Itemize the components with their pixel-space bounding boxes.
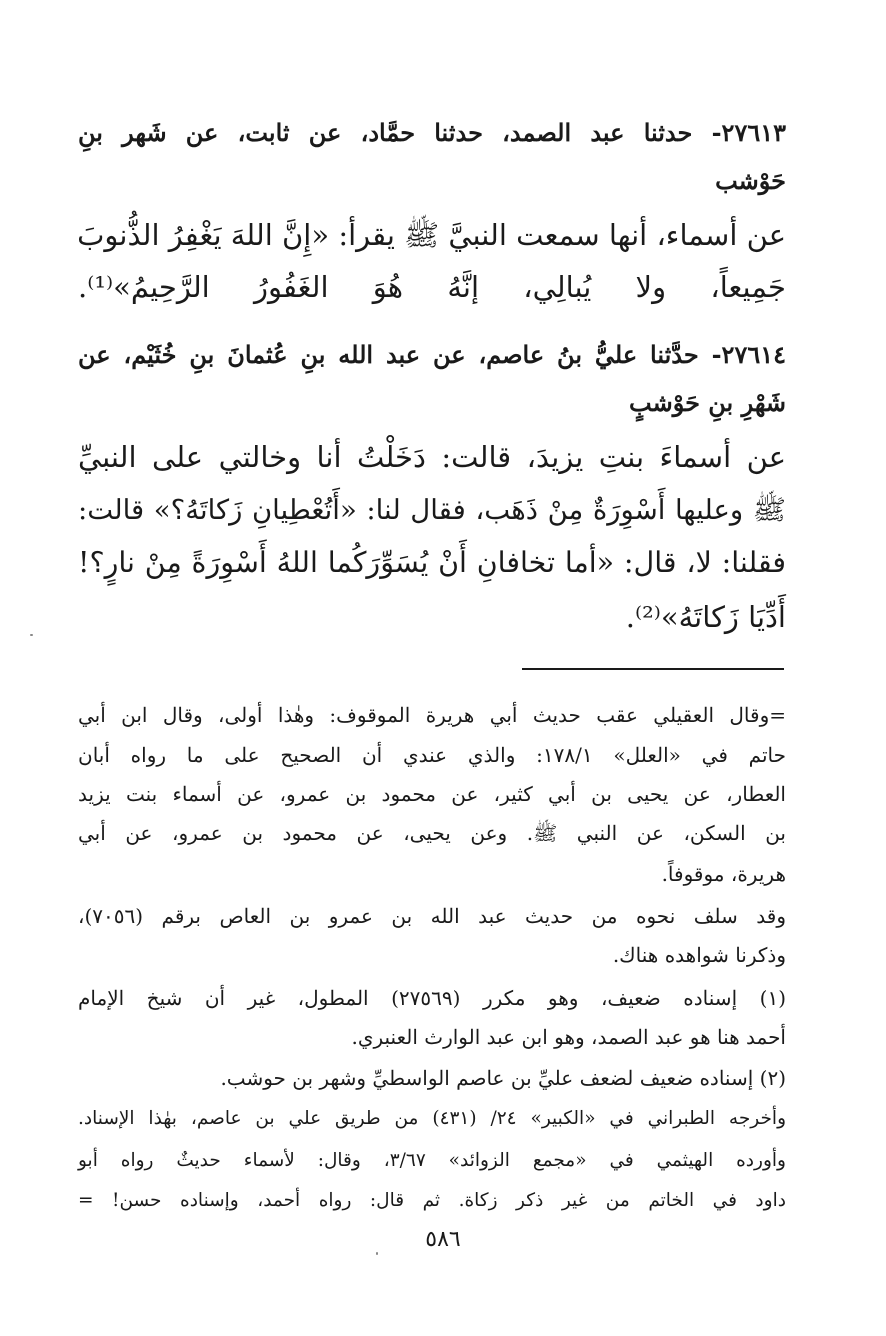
footnote-2-line4: داود في الخاتم من غير ذكر زكاة. ثم قال: رواه أحمد، وإسناده حسن! = [78,1190,786,1211]
hadith-27614-text-line3: فقلنا: لا، قال: «أما تخافانِ أَنْ يُسَوِّرَكُما اللهُ أَسْوِرَةً مِنْ نارٍ؟! [78,546,786,579]
hadith-27614-chain-line2: شَهْرِ بنِ حَوْشبٍ [629,388,786,417]
footnote-continuation-line3: العطار، عن يحيى بن أبي كثير، عن محمود بن عمرو، عن أسماء بنت يزيد [78,782,786,806]
footnote-1-line2: أحمد هنا هو عبد الصمد، وهو ابن عبد الوارث العنبري. [351,1025,786,1049]
scan-speck [30,634,33,636]
footnote-continuation-line2: حاتم في «العلل» ١٧٨/١: والذي عندي أن الصحيح على ما رواه أبان [78,743,786,767]
hadith-27613-chain-line2: حَوْشب [715,166,786,195]
hadith-27613-chain-line1: ٢٧٦١٣- حدثنا عبد الصمد، حدثنا حمَّاد، عن ثابت، عن شَهر بنِ [78,118,786,147]
footnote-crossref-line2: وذكرنا شواهده هناك. [612,943,786,967]
footnote-crossref-line1: وقد سلف نحوه من حديث عبد الله بن عمرو بن العاص برقم (٧٠٥٦)، [78,904,786,928]
hadith-27613-text-line1: عن أسماء، أنها سمعت النبيَّ ﷺ يقرأ: «إِنَّ اللهَ يَغْفِرُ الذُّنوبَ [77,218,786,252]
scan-speck [376,1252,378,1255]
hadith-27614-text-line2: ﷺ وعليها أَسْوِرَةٌ مِنْ ذَهَب، فقال لنا: «أَتُعْطِيانِ زَكاتَهُ؟» قالت: [78,494,786,526]
footnote-1-line1: (١) إسناده ضعيف، وهو مكرر (٢٧٥٦٩) المطول، غير أن شيخ الإمام [78,986,786,1010]
footnote-2-line3: وأورده الهيثمي في «مجمع الزوائد» ٣/٦٧، وقال: لأسماء حديثٌ رواه أبو [78,1150,786,1171]
page-number: ٥٨٦ [425,1227,461,1252]
hadith-27614-chain-line1: ٢٧٦١٤- حدَّثنا عليُّ بنُ عاصم، عن عبد الله بنِ عُثمانَ بنِ خُثَيْم، عن [78,340,786,369]
footnote-2-line1: (٢) إسناده ضعيف لضعف عليِّ بن عاصم الواسطيِّ وشهر بن حوشب. [220,1066,786,1090]
hadith-27614-text-line4: أَدِّيَا زَكاتَهُ»⁽²⁾. [625,600,786,634]
hadith-27614-text-line1: عن أسماءَ بنتِ يزيدَ، قالت: دَخَلْتُ أنا وخالتي على النبيِّ [78,440,786,474]
footnote-continuation-line4: بن السكن، عن النبي ﷺ. وعن يحيى، عن محمود بن عمرو، عن أبي [78,821,786,845]
footnote-2-line2: وأخرجه الطبراني في «الكبير» ٢٤/ (٤٣١) من طريق علي بن عاصم، بهٰذا الإسناد. [78,1108,786,1129]
footnote-separator [522,668,784,670]
hadith-27613-text-line2: جَمِيعاً، ولا يُبالِي، إنَّهُ هُوَ الغَفُورُ الرَّحِيمُ»⁽¹⁾. [78,270,786,304]
footnote-continuation-line1: =وقال العقيلي عقب حديث أبي هريرة الموقوف: وهٰذا أولى، وقال ابن أبي [78,703,786,727]
footnote-continuation-line5: هريرة، موقوفاً. [661,862,786,886]
